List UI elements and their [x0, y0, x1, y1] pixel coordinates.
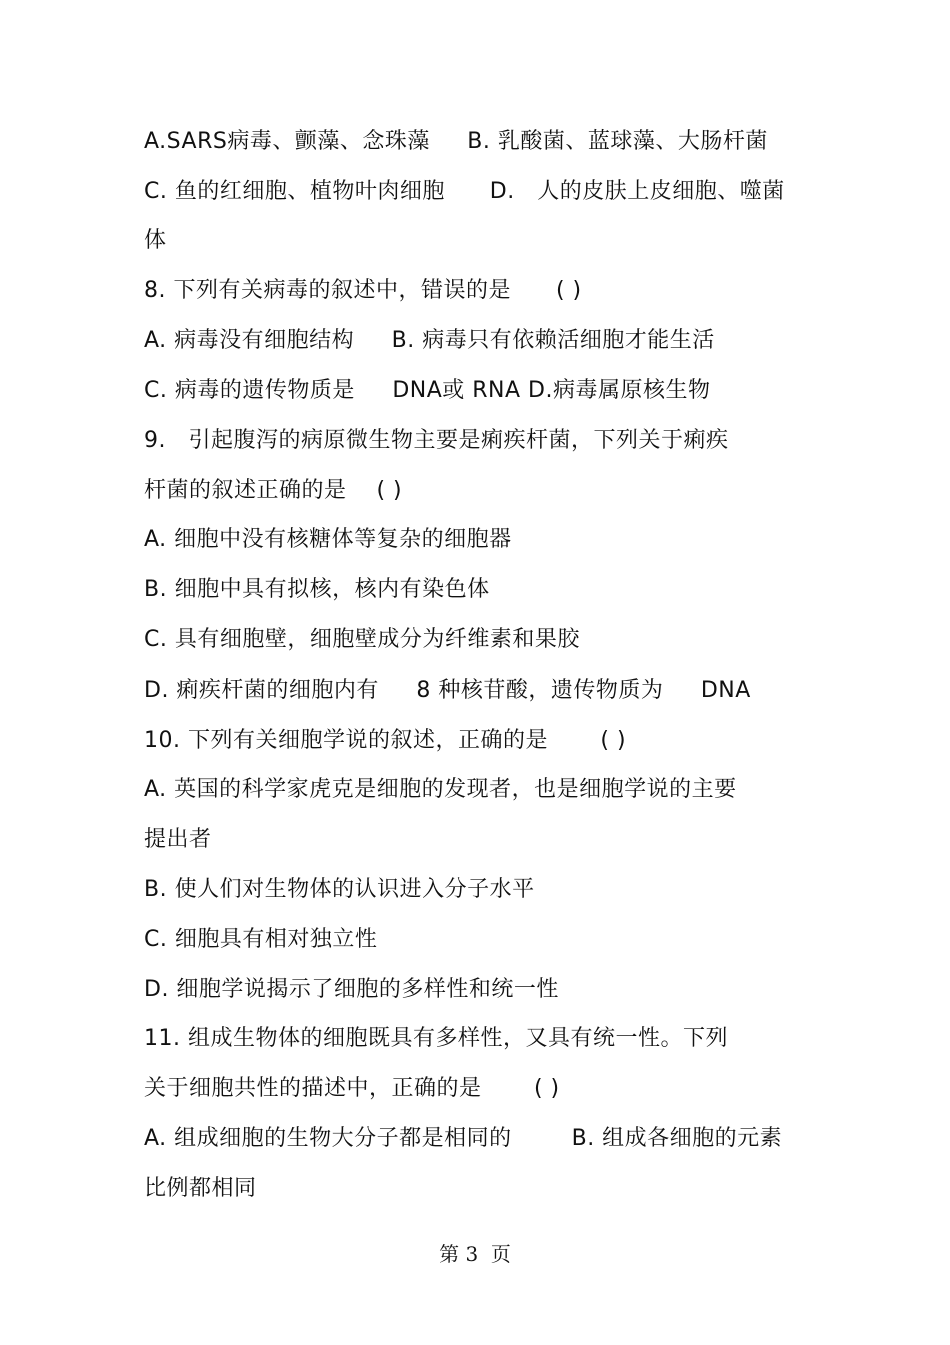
question-10: 10. 下列有关细胞学说的叙述，正确的是 ( ): [144, 728, 627, 753]
question-8: 8. 下列有关病毒的叙述中，错误的是 ( ): [144, 278, 582, 303]
option-11ab: A. 组成细胞的生物大分子都是相同的 B. 组成各细胞的元素: [144, 1126, 783, 1151]
option-9d: D. 痢疾杆菌的细胞内有 8 种核苷酸，遗传物质为 DNA: [144, 678, 751, 703]
page-number: 第 3 页: [439, 1242, 511, 1266]
option-9c: C. 具有细胞壁，细胞壁成分为纤维素和果胶: [144, 627, 580, 652]
option-line-7cd: C. 鱼的红细胞、植物叶肉细胞 D. 人的皮肤上皮细胞、噬菌: [144, 179, 785, 204]
question-11: 11. 组成生物体的细胞既具有多样性，又具有统一性。下列: [144, 1026, 728, 1051]
question-11-cont: 关于细胞共性的描述中，正确的是 ( ): [144, 1076, 560, 1101]
option-10d: D. 细胞学说揭示了细胞的多样性和统一性: [144, 977, 559, 1002]
option-10c: C. 细胞具有相对独立性: [144, 927, 378, 952]
option-10a: A. 英国的科学家虎克是细胞的发现者，也是细胞学说的主要: [144, 777, 737, 802]
question-9: 9. 引起腹泻的病原微生物主要是痢疾杆菌，下列关于痢疾: [144, 428, 729, 453]
option-11b-cont: 比例都相同: [144, 1176, 257, 1201]
option-line-7ab: A.SARS病毒、颤藻、念珠藻 B. 乳酸菌、蓝球藻、大肠杆菌: [144, 129, 768, 154]
option-10a-cont: 提出者: [144, 827, 212, 852]
option-line-8ab: A. 病毒没有细胞结构 B. 病毒只有依赖活细胞才能生活: [144, 328, 715, 353]
option-line-8cd: C. 病毒的遗传物质是 DNA或 RNA D.病毒属原核生物: [144, 378, 711, 403]
question-9-cont: 杆菌的叙述正确的是 ( ): [144, 478, 403, 503]
option-line-7d-cont: 体: [144, 228, 167, 253]
option-9b: B. 细胞中具有拟核，核内有染色体: [144, 577, 490, 602]
option-9a: A. 细胞中没有核糖体等复杂的细胞器: [144, 527, 512, 552]
option-10b: B. 使人们对生物体的认识进入分子水平: [144, 877, 535, 902]
